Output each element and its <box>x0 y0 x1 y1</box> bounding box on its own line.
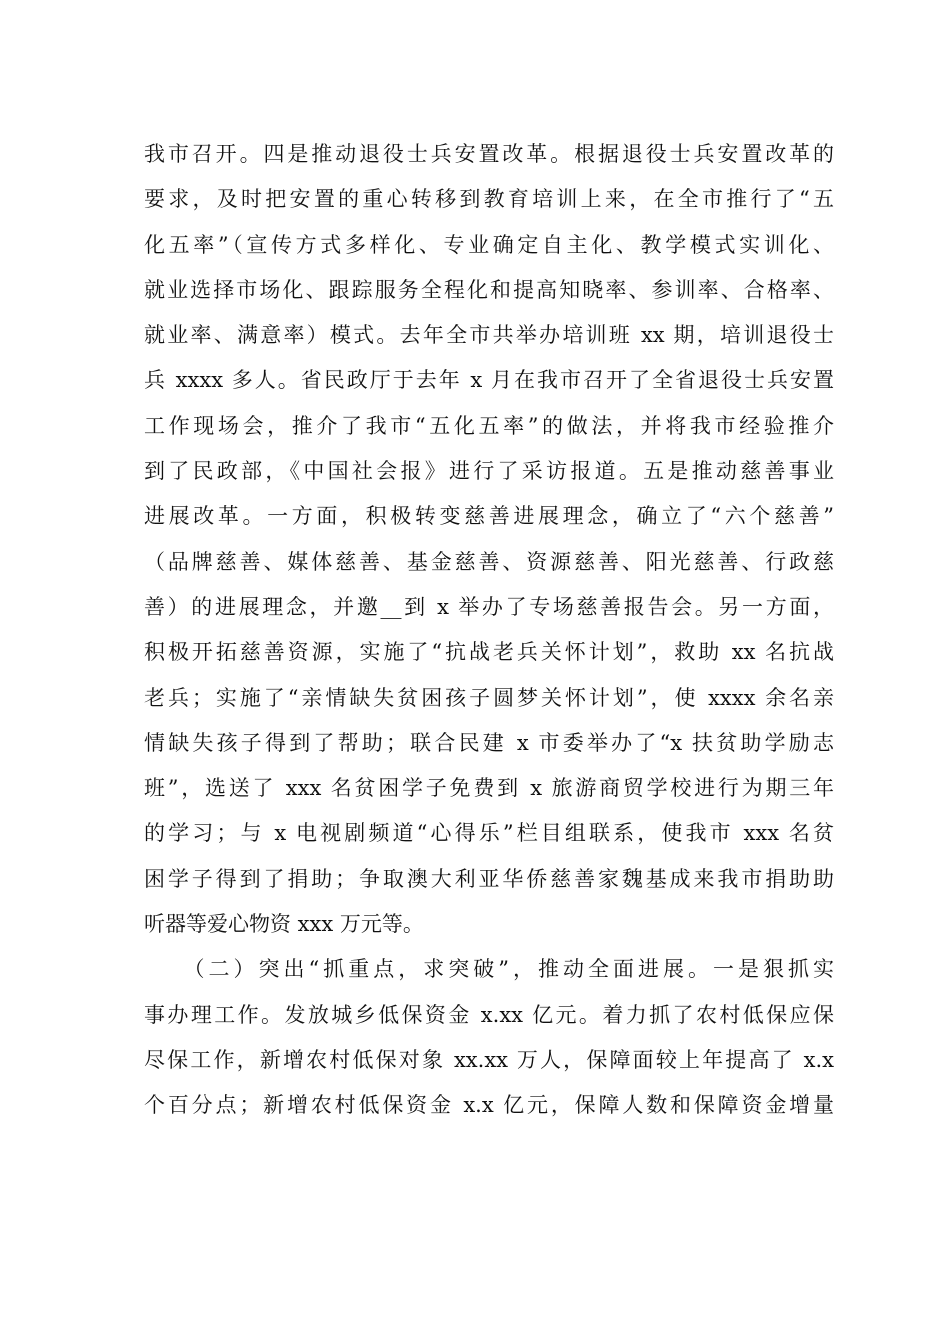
text-line: 要求，及时把安置的重心转移到教育培训上来，在全市推行了“五 <box>144 187 834 212</box>
text-line: 个百分点；新增农村低保资金 x.x 亿元，保障人数和保障资金增量 <box>144 1093 834 1118</box>
text-line: （品牌慈善、媒体慈善、基金慈善、资源慈善、阳光慈善、行政慈 <box>144 549 834 574</box>
text-line: 尽保工作，新增农村低保对象 xx.xx 万人，保障面较上年提高了 x.x <box>144 1047 834 1072</box>
text-line: 听器等爱心物资 xxx 万元等。 <box>144 912 424 937</box>
text-line: 进展改革。一方面，积极转变慈善进展理念，确立了“六个慈善” <box>144 504 834 529</box>
text-line: 就业选择市场化、跟踪服务全程化和提高知晓率、参训率、合格率、 <box>144 277 834 302</box>
text-line: 就业率、满意率）模式。去年全市共举办培训班 xx 期，培训退役士 <box>144 323 834 348</box>
text-line: 化五率”（宣传方式多样化、专业确定自主化、教学模式实训化、 <box>144 232 834 257</box>
text-line: （二）突出“抓重点，求突破”，推动全面进展。一是狠抓实 <box>144 957 834 982</box>
text-line: 工作现场会，推介了我市“五化五率”的做法，并将我市经验推介 <box>144 413 834 438</box>
text-line: 兵 xxxx 多人。省民政厅于去年 x 月在我市召开了全省退役士兵安置 <box>144 368 834 393</box>
text-line: 困学子得到了捐助；争取澳大利亚华侨慈善家魏基成来我市捐助助 <box>144 866 834 891</box>
text-line: 积极开拓慈善资源，实施了“抗战老兵关怀计划”，救助 xx 名抗战 <box>144 640 834 665</box>
text-line: 班”，选送了 xxx 名贫困学子免费到 x 旅游商贸学校进行为期三年 <box>144 776 834 801</box>
text-line: 情缺失孩子得到了帮助；联合民建 x 市委举办了“x 扶贫助学励志 <box>144 730 834 755</box>
text-line: 事办理工作。发放城乡低保资金 x.xx 亿元。着力抓了农村低保应保 <box>144 1002 834 1027</box>
text-line: 老兵；实施了“亲情缺失贫困孩子圆梦关怀计划”，使 xxxx 余名亲 <box>144 685 834 710</box>
text-line: 的学习；与 x 电视剧频道“心得乐”栏目组联系，使我市 xxx 名贫 <box>144 821 834 846</box>
text-line: 到了民政部，《中国社会报》进行了采访报道。五是推动慈善事业 <box>144 459 834 484</box>
body-text <box>144 132 834 1129</box>
text-line: 善）的进展理念，并邀__到 x 举办了专场慈善报告会。另一方面， <box>144 594 834 619</box>
text-line: 我市召开。四是推动退役士兵安置改革。根据退役士兵安置改革的 <box>144 142 834 166</box>
